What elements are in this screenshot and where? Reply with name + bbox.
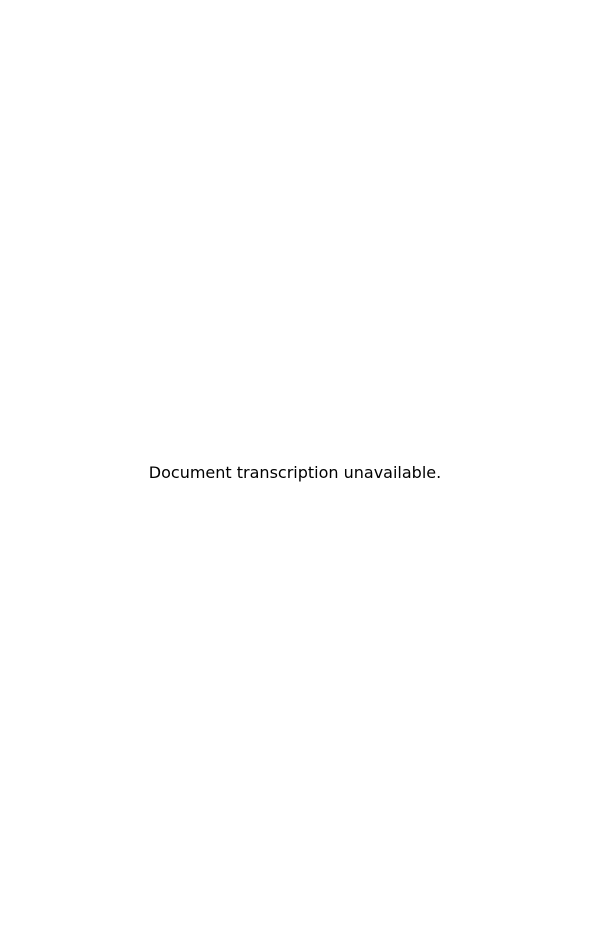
notice-text: Document transcription unavailable.: [148, 462, 442, 482]
